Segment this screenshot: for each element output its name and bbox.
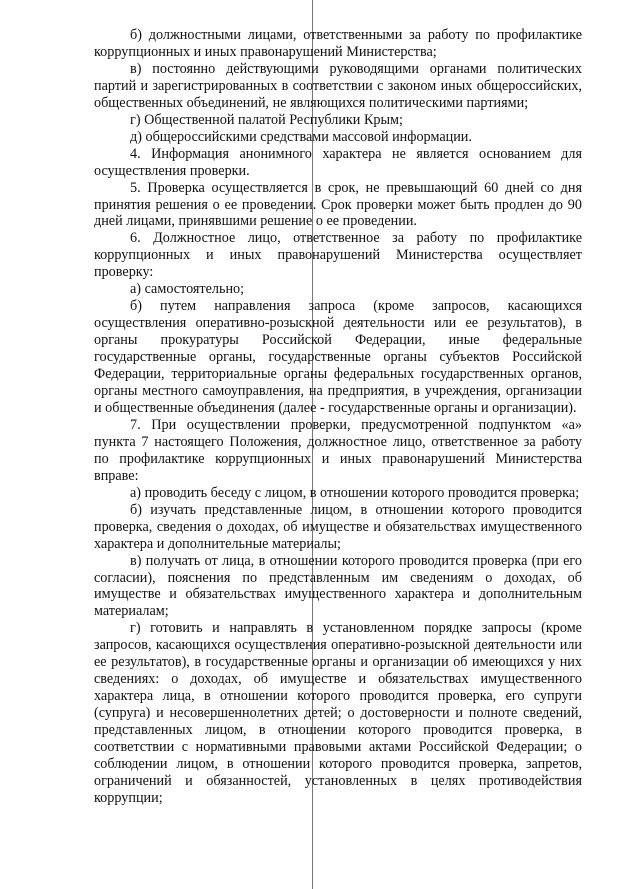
paragraph: а) проводить беседу с лицом, в отношении которого проводится проверка; xyxy=(130,484,580,501)
paragraph: б) путем направления запроса (кроме запросов, касающихся осуществления оперативно-розыскной деятельности или ее результатов), в органы прокуратуры Российской Федерации, иные федеральные государственные органы, государственные органы субъектов Российской Федерации, территориальные органы федеральных государственных органов, органы местного самоуправления, на предприятия, в учреждения, организации и общественные объединения (далее - государственные органы и организации). xyxy=(94,298,582,416)
document-body xyxy=(94,27,582,807)
paragraph: 7. При осуществлении проверки, предусмотренной подпунктом «а» пункта 7 настоящего Положения, должностное лицо, ответственное за работу по профилактике коррупционных и иных правонарушений Министерства вправе: xyxy=(94,416,582,484)
paragraph: в) постоянно действующими руководящими органами политических партий и зарегистрированных в соответствии с законом иных общероссийских, общественных объединений, не являющихся политическими партиями; xyxy=(94,60,582,111)
paragraph: б) изучать представленные лицом, в отношении которого проводится проверка, сведения о доходах, об имуществе и обязательствах имущественного характера и дополнительные материалы; xyxy=(94,501,582,552)
paragraph: 6. Должностное лицо, ответственное за работу по профилактике коррупционных и иных правонарушений Министерства осуществляет проверку: xyxy=(94,230,582,281)
paragraph: г) Общественной палатой Республики Крым; xyxy=(130,111,403,128)
paragraph: а) самостоятельно; xyxy=(130,281,245,298)
paragraph: д) общероссийскими средствами массовой информации. xyxy=(130,128,472,145)
paragraph: 5. Проверка осуществляется в срок, не превышающий 60 дней со дня принятия решения о ее проведении. Срок проверки может быть продлен до 90 дней лицами, принявшими решение о ее проведении. xyxy=(94,179,582,230)
paragraph: 4. Информация анонимного характера не является основанием для осуществления проверки. xyxy=(94,145,582,179)
paragraph: в) получать от лица, в отношении которого проводится проверка (при его согласии), пояснения по представленным им сведениям о доходах, об имуществе и обязательствах имущественного характера и дополнительным материалам; xyxy=(94,552,582,620)
paragraph: б) должностными лицами, ответственными за работу по профилактике коррупционных и иных правонарушений Министерства; xyxy=(94,27,582,60)
paragraph: г) готовить и направлять в установленном порядке запросы (кроме запросов, касающихся осуществления оперативно-розыскной деятельности или ее результатов), в государственные органы и организации об имеющихся у них сведениях: о доходах, об имуществе и обязательствах имущественного характера лица, в отношении которого проводится проверка, его супруги (супруга) и несовершеннолетних детей; о достоверности и полноте сведений, представленных лицом, в отношении которого проводится проверка, в соответствии с нормативными правовыми актами Российской Федерации; о соблюдении лицом, в отношении которого проводится проверка, запретов, ограничений и обязанностей, установленных в целях противодействия коррупции; xyxy=(94,620,582,806)
